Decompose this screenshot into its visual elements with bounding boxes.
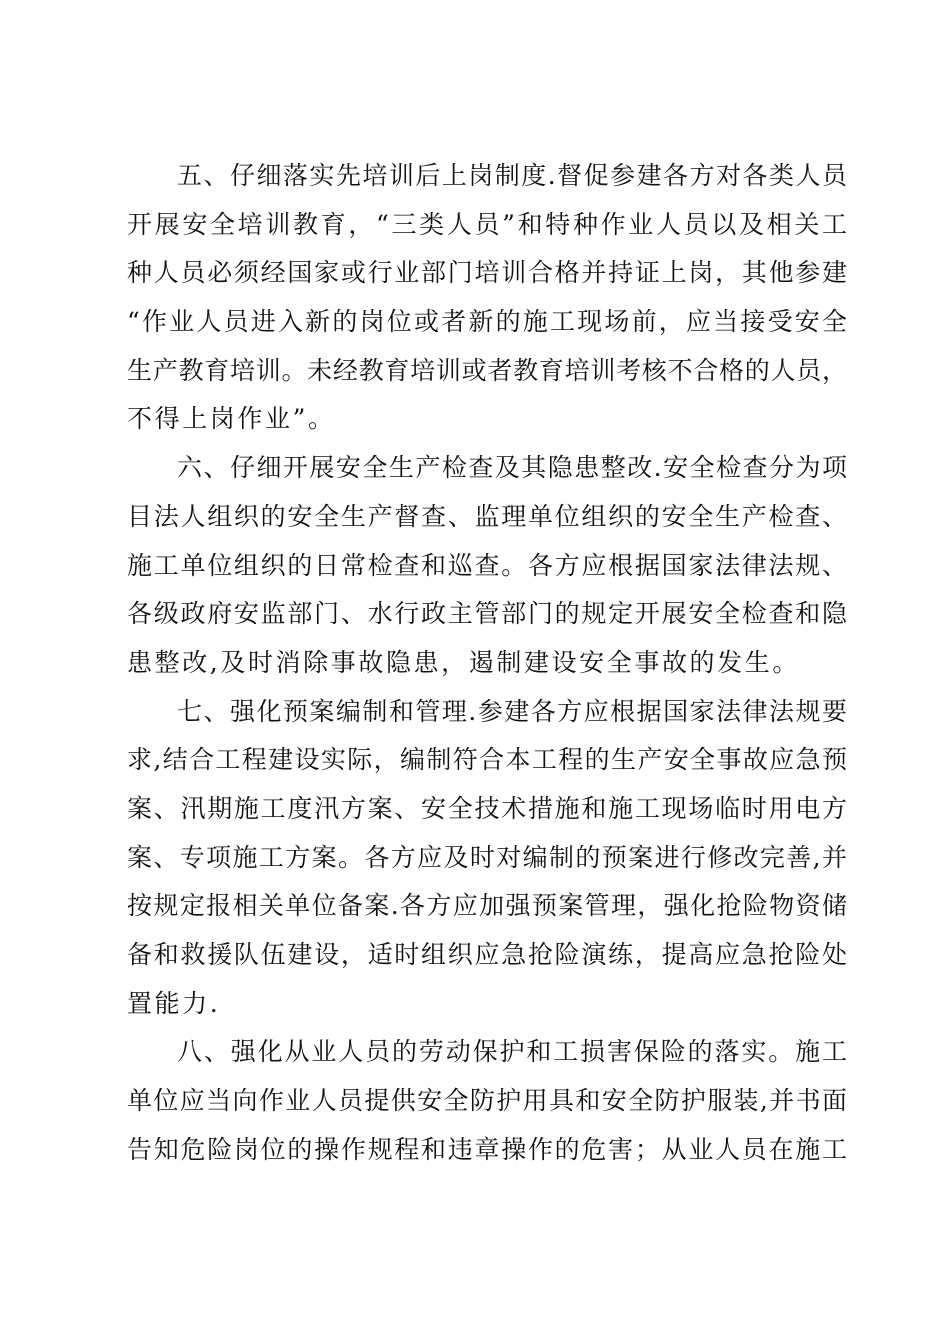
paragraph-line: 求,结合工程建设实际，编制符合本工程的生产安全事故应急预 xyxy=(127,745,847,775)
paragraph-line: 生产教育培训。未经教育培训或者教育培训考核不合格的人员， xyxy=(127,355,847,385)
paragraph-line: 单位应当向作业人员提供安全防护用具和安全防护服装,并书面 xyxy=(127,1086,847,1116)
paragraph-section-8 xyxy=(127,1028,847,1174)
paragraph-line: 各级政府安监部门、水行政主管部门的规定开展安全检查和隐 xyxy=(127,599,847,629)
paragraph-line: 目法人组织的安全生产督查、监理单位组织的安全生产检查、 xyxy=(127,501,847,531)
paragraph-line: 备和救援队伍建设，适时组织应急抢险演练，提高应急抢险处 xyxy=(127,940,847,969)
paragraph-line: 八、强化从业人员的劳动保护和工损害保险的落实。施工 xyxy=(177,1037,847,1067)
paragraph-line: 七、强化预案编制和管理.参建各方应根据国家法律法规要 xyxy=(177,696,847,726)
paragraph-section-6 xyxy=(127,444,847,687)
paragraph-line: 案、专项施工方案。各方应及时对编制的预案进行修改完善,并 xyxy=(127,842,847,872)
paragraph-line: 告知危险岗位的操作规程和违章操作的危害；从业人员在施工 xyxy=(127,1134,847,1164)
paragraph-line: 六、仔细开展安全生产检查及其隐患整改.安全检查分为项 xyxy=(177,453,847,483)
paragraph-line: 不得上岗作业”。 xyxy=(127,404,336,434)
paragraph-line: 患整改,及时消除事故隐患，遏制建设安全事故的发生。 xyxy=(127,647,800,677)
paragraph-section-5 xyxy=(127,152,847,444)
paragraph-line: 开展安全培训教育，“三类人员”和特种作业人员以及相关工 xyxy=(127,209,847,239)
paragraph-line: 五、仔细落实先培训后上岗制度.督促参建各方对各类人员 xyxy=(177,161,847,190)
paragraph-line: 种人员必须经国家或行业部门培训合格并持证上岗，其他参建 xyxy=(127,258,847,288)
paragraph-section-7 xyxy=(127,688,847,1029)
paragraph-line: 按规定报相关单位备案.各方应加强预案管理，强化抢险物资储 xyxy=(127,891,847,921)
paragraph-line: 施工单位组织的日常检查和巡查。各方应根据国家法律法规、 xyxy=(127,550,847,580)
paragraph-line: 置能力. xyxy=(127,988,221,1018)
document-body xyxy=(127,152,847,1174)
paragraph-line: 案、汛期施工度汛方案、安全技术措施和施工现场临时用电方 xyxy=(127,793,847,823)
paragraph-line: “作业人员进入新的岗位或者新的施工现场前，应当接受安全 xyxy=(127,307,847,337)
